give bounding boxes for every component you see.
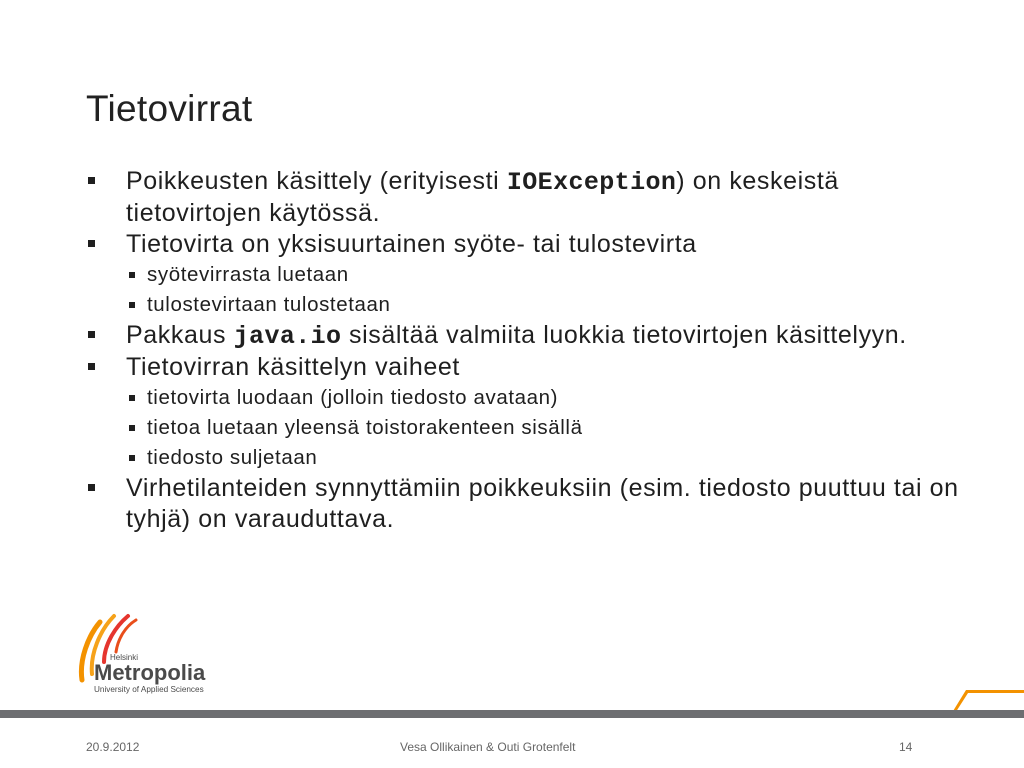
- sub-bullet-text: tietoa luetaan yleensä toistorakenteen sisällä: [147, 416, 583, 439]
- sub-bullet-square-icon: [129, 395, 135, 401]
- sub-bullet-square-icon: [129, 425, 135, 431]
- sub-bullet-text: tulostevirtaan tulostetaan: [147, 293, 391, 316]
- sub-bullet-item: [86, 413, 966, 443]
- bullet-text: Virhetilanteiden synnyttämiin poikkeuksiin (esim. tiedosto puuttuu tai on tyhjä) on varauduttava.: [126, 474, 959, 533]
- bullet-square-icon: [88, 240, 95, 247]
- footer-date: 20.9.2012: [86, 740, 140, 754]
- sub-bullet-text: syötevirrasta luetaan: [147, 263, 349, 286]
- bullet-text: Pakkaus: [126, 321, 234, 349]
- bullet-text: ) on keskeistä tietovirtojen käytössä.: [126, 167, 839, 227]
- bullet-item: [86, 229, 966, 260]
- bullet-item: [86, 473, 966, 535]
- sub-bullet-square-icon: [129, 272, 135, 278]
- bullet-square-icon: [88, 484, 95, 491]
- bullet-item: [86, 352, 966, 383]
- sub-bullet-text: tietovirta luodaan (jolloin tiedosto avataan): [147, 386, 559, 409]
- footer-authors: Vesa Ollikainen & Outi Grotenfelt: [400, 740, 576, 754]
- footer-bar: [0, 710, 1024, 718]
- bullet-square-icon: [88, 363, 95, 370]
- sub-bullet-item: [86, 290, 966, 320]
- sub-bullet-square-icon: [129, 455, 135, 461]
- slide-title: Tietovirrat: [86, 88, 253, 129]
- bullet-item: [86, 320, 966, 352]
- bullet-square-icon: [88, 331, 95, 338]
- logo-tagline: University of Applied Sciences: [94, 685, 204, 694]
- bullet-square-icon: [88, 177, 95, 184]
- bullet-text: Tietovirta on yksisuurtainen syöte- tai tulostevirta: [126, 230, 697, 258]
- logo-name: Metropolia: [94, 660, 206, 685]
- footer-page-number: 14: [899, 740, 913, 754]
- code-term: IOException: [506, 168, 677, 197]
- logo-city: Helsinki: [110, 653, 139, 662]
- sub-bullet-square-icon: [129, 302, 135, 308]
- bullet-text: sisältää valmiita luokkia tietovirtojen käsittelyyn.: [341, 321, 907, 349]
- sub-bullet-item: [86, 443, 966, 473]
- sub-bullet-item: [86, 260, 966, 290]
- code-term: java.io: [233, 322, 342, 351]
- metropolia-logo: [74, 608, 224, 700]
- bullet-text: Tietovirran käsittelyn vaiheet: [126, 353, 460, 381]
- sub-bullet-text: tiedosto suljetaan: [147, 446, 318, 469]
- slide-content: [86, 166, 966, 535]
- bullet-item: [86, 166, 966, 229]
- bullet-text: Poikkeusten käsittely (erityisesti: [126, 167, 507, 195]
- sub-bullet-item: [86, 383, 966, 413]
